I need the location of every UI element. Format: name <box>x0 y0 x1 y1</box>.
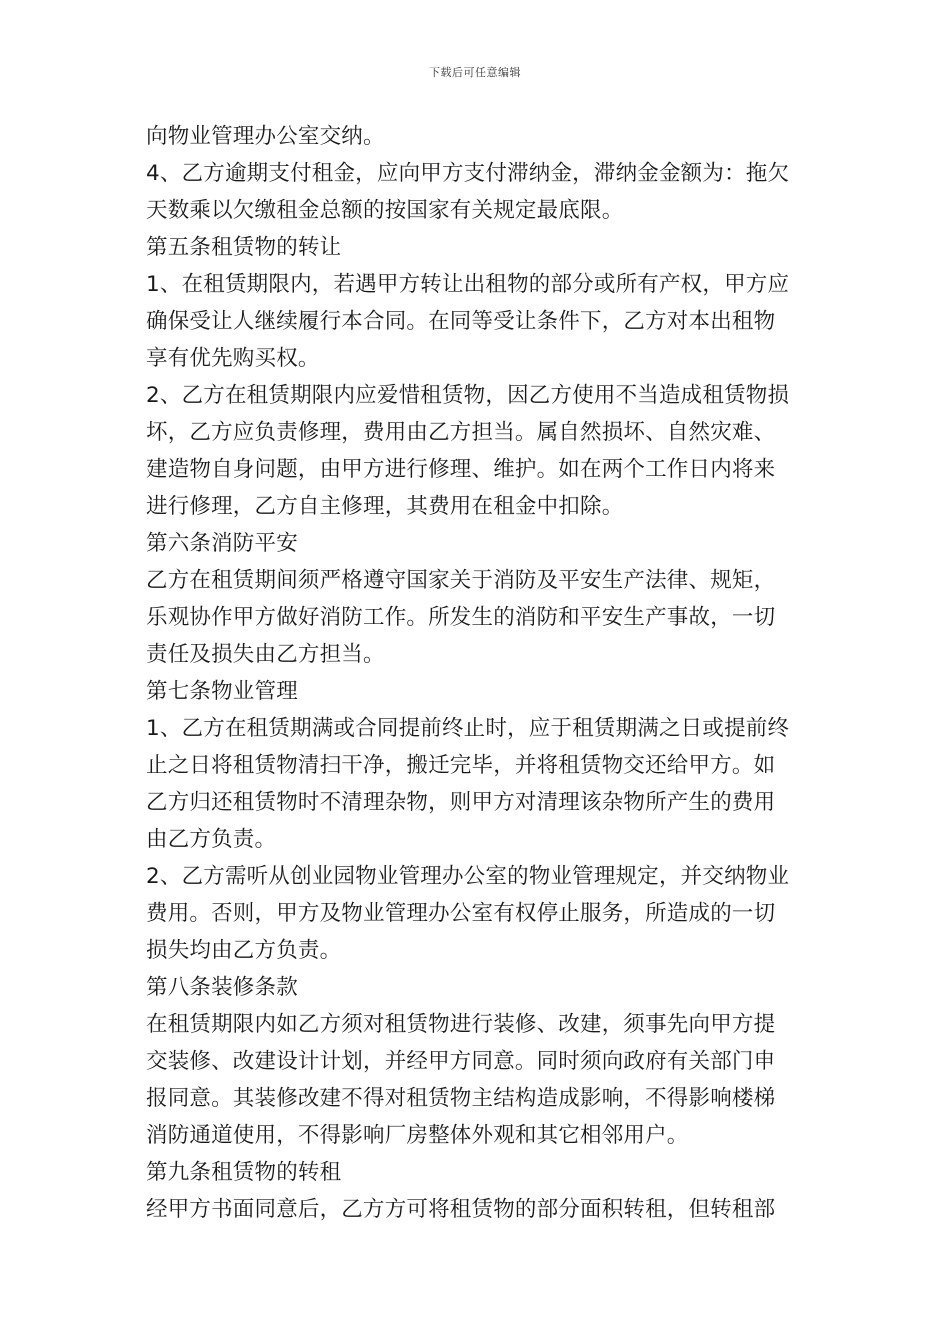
text-line: 4、乙方逾期支付租金，应向甲方支付滞纳金，滞纳金金额为：拖欠 <box>146 161 790 186</box>
text-line: 乙方在租赁期间须严格遵守国家关于消防及平安生产法律、规矩， <box>146 568 776 593</box>
section-heading: 第五条租赁物的转让 <box>146 235 342 260</box>
text-line: 2、乙方需听从创业园物业管理办公室的物业管理规定，并交纳物业 <box>146 864 790 889</box>
section-heading: 第七条物业管理 <box>146 679 298 704</box>
text-line: 天数乘以欠缴租金总额的按国家有关规定最底限。 <box>146 198 624 223</box>
section-heading: 第六条消防平安 <box>146 531 298 556</box>
text-line: 向物业管理办公室交纳。 <box>146 124 385 149</box>
text-line: 坏，乙方应负责修理，费用由乙方担当。属自然损坏、自然灾难、 <box>146 420 776 445</box>
text-line: 责任及损失由乙方担当。 <box>146 642 385 667</box>
text-line: 由乙方负责。 <box>146 827 277 852</box>
text-line: 损失均由乙方负责。 <box>146 938 342 963</box>
text-line: 确保受让人继续履行本合同。在同等受让条件下，乙方对本出租物 <box>146 309 776 334</box>
text-line: 在租赁期限内如乙方须对租赁物进行装修、改建，须事先向甲方提 <box>146 1012 776 1037</box>
text-line: 交装修、改建设计计划，并经甲方同意。同时须向政府有关部门申 <box>146 1049 776 1074</box>
text-line: 建造物自身问题，由甲方进行修理、维护。如在两个工作日内将来 <box>146 457 776 482</box>
text-line: 费用。否则，甲方及物业管理办公室有权停止服务，所造成的一切 <box>146 901 776 926</box>
section-heading: 第八条装修条款 <box>146 975 298 1000</box>
text-line: 乐观协作甲方做好消防工作。所发生的消防和平安生产事故，一切 <box>146 605 776 630</box>
text-line: 进行修理，乙方自主修理，其费用在租金中扣除。 <box>146 494 624 519</box>
text-line: 消防通道使用，不得影响厂房整体外观和其它相邻用户。 <box>146 1123 689 1148</box>
text-line: 1、乙方在租赁期满或合同提前终止时，应于租赁期满之日或提前终 <box>146 716 790 741</box>
text-line: 经甲方书面同意后，乙方方可将租赁物的部分面积转租，但转租部 <box>146 1197 776 1222</box>
text-line: 享有优先购买权。 <box>146 346 320 371</box>
section-heading: 第九条租赁物的转租 <box>146 1160 342 1185</box>
text-line: 报同意。其装修改建不得对租赁物主结构造成影响，不得影响楼梯 <box>146 1086 776 1111</box>
text-line: 2、乙方在租赁期限内应爱惜租赁物，因乙方使用不当造成租赁物损 <box>146 383 790 408</box>
text-line: 止之日将租赁物清扫干净，搬迁完毕，并将租赁物交还给甲方。如 <box>146 753 776 778</box>
document-body <box>146 118 811 1228</box>
text-line: 1、在租赁期限内，若遇甲方转让出租物的部分或所有产权，甲方应 <box>146 272 790 297</box>
page-header: 下载后可任意编辑 <box>429 66 521 79</box>
text-line: 乙方归还租赁物时不清理杂物，则甲方对清理该杂物所产生的费用 <box>146 790 776 815</box>
